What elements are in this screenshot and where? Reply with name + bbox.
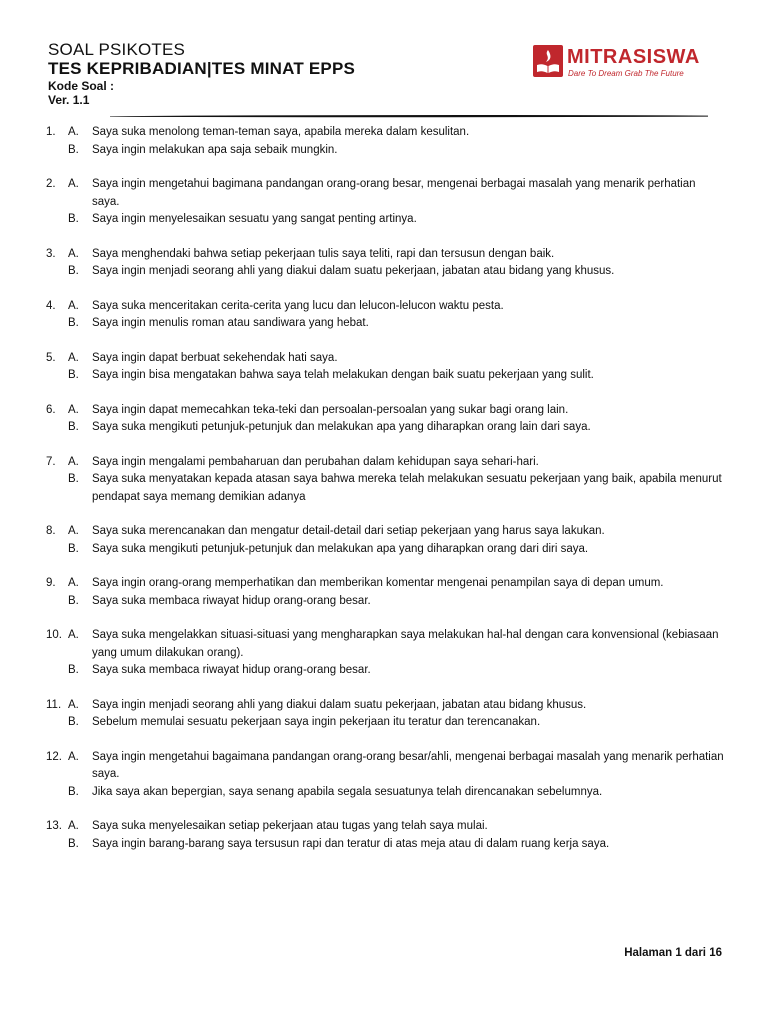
- document-title: TES KEPRIBADIAN|TES MINAT EPPS: [48, 59, 356, 78]
- question-item: [48, 627, 724, 680]
- option-letter: B.: [68, 716, 79, 728]
- option-letter: B.: [68, 369, 79, 381]
- question-item: [48, 350, 724, 385]
- option-text: Saya suka mengikuti petunjuk-petunjuk dan melakukan apa yang diharapkan orang dari diri saya.: [92, 542, 589, 555]
- option-text: Jika saya akan bepergian, saya senang apabila segala sesuatunya telah direncanakan sebelumnya.: [92, 785, 603, 798]
- code-label: Kode Soal :: [48, 79, 115, 93]
- answer-option: [48, 749, 724, 784]
- question-item: [48, 402, 724, 437]
- question-item: [48, 298, 724, 333]
- option-letter: A.: [68, 750, 79, 763]
- option-text: Saya suka merencanakan dan mengatur detail-detail dari setiap pekerjaan yang harus saya lakukan.: [92, 525, 605, 537]
- option-text: Saya ingin menyelesaikan sesuatu yang sangat penting artinya.: [92, 213, 417, 225]
- option-letter: B.: [68, 317, 79, 329]
- question-number: 11.: [46, 698, 62, 711]
- answer-option: [48, 818, 724, 836]
- answer-option: [48, 523, 724, 541]
- answer-option: [48, 176, 724, 211]
- option-text: Saya suka mengikuti petunjuk-petunjuk dan melakukan apa yang diharapkan orang lain dari saya.: [92, 421, 591, 433]
- answer-option: [48, 454, 724, 472]
- answer-option: [48, 836, 724, 854]
- answer-option: [48, 714, 724, 732]
- option-text: Saya ingin dapat memecahkan teka-teki dan persoalan-persoalan yang sukar bagi orang lain.: [92, 403, 569, 416]
- option-letter: B.: [68, 421, 79, 433]
- answer-option: [48, 697, 724, 715]
- version-label: Ver. 1.1: [48, 93, 90, 107]
- option-text: Saya ingin barang-barang saya tersusun rapi dan teratur di atas meja atau di dalam ruang kerja saya.: [92, 837, 610, 850]
- answer-option: [48, 124, 724, 142]
- option-letter: B.: [68, 664, 79, 676]
- answer-option: [48, 575, 724, 593]
- option-letter: A.: [68, 820, 79, 832]
- option-text: Sebelum memulai sesuatu pekerjaan saya ingin pekerjaan itu teratur dan terencanakan.: [92, 716, 541, 728]
- option-letter: B.: [68, 143, 79, 156]
- answer-option: [48, 402, 724, 420]
- option-letter: A.: [68, 247, 79, 260]
- option-text: Saya suka menyatakan kepada atasan saya bahwa mereka telah melakukan sesuatu pekerjaan yang baik, apabila menurut pendapat saya memang demikian adanya: [92, 473, 722, 503]
- option-text: Saya ingin menulis roman atau sandiwara yang hebat.: [92, 317, 369, 329]
- answer-option: [48, 471, 724, 506]
- question-number: 6.: [46, 403, 56, 416]
- option-letter: B.: [68, 473, 79, 485]
- question-number: 3.: [46, 247, 56, 260]
- option-letter: A.: [68, 299, 79, 312]
- mitrasiswa-logo: [533, 45, 723, 85]
- answer-option: [48, 298, 724, 316]
- answer-option: [48, 662, 724, 680]
- option-letter: A.: [68, 525, 79, 537]
- question-number: 10.: [46, 629, 62, 641]
- option-text: Saya ingin mengetahui bagimana pandangan orang-orang besar, mengenai berbagai masalah yang menarik perhatian saya.: [92, 178, 696, 208]
- answer-option: [48, 142, 724, 160]
- page-number: Halaman 1 dari 16: [624, 947, 722, 959]
- question-item: [48, 124, 724, 159]
- answer-option: [48, 350, 724, 368]
- answer-option: [48, 211, 724, 229]
- option-text: Saya suka mengelakkan situasi-situasi yang mengharapkan saya melakukan hal-hal dengan cara konvensional (kebiasaan yang umum dilakukan orang).: [92, 629, 719, 659]
- option-text: Saya suka membaca riwayat hidup orang-orang besar.: [92, 664, 371, 676]
- option-letter: B.: [68, 594, 79, 607]
- option-text: Saya ingin menjadi seorang ahli yang diakui dalam suatu pekerjaan, jabatan atau bidang khusus.: [92, 698, 587, 711]
- header-text: [48, 40, 355, 107]
- option-letter: A.: [68, 455, 79, 468]
- answer-option: [48, 627, 724, 662]
- question-number: 8.: [46, 525, 56, 537]
- option-letter: B.: [68, 265, 79, 277]
- option-letter: A.: [68, 577, 79, 589]
- option-text: Saya ingin menjadi seorang ahli yang diakui dalam suatu pekerjaan, jabatan atau bidang yang khusus.: [92, 265, 615, 277]
- question-number: 1.: [46, 126, 56, 138]
- answer-option: [48, 593, 724, 611]
- answer-option: [48, 263, 724, 281]
- option-text: Saya menghendaki bahwa setiap pekerjaan tulis saya teliti, rapi dan tersusun dengan baik.: [92, 247, 555, 260]
- logo-tagline: Dare To Dream Grab The Future: [568, 69, 684, 78]
- answer-option: [48, 784, 724, 802]
- option-text: Saya suka menyelesaikan setiap pekerjaan atau tugas yang telah saya mulai.: [92, 820, 488, 832]
- option-letter: B.: [68, 542, 79, 555]
- option-text: Saya ingin mengetahui bagaimana pandangan orang-orang besar/ahli, mengenai berbagai masalah yang menarik perhatian saya.: [92, 750, 724, 780]
- question-item: [48, 818, 724, 853]
- question-number: 13.: [46, 820, 62, 832]
- option-text: Saya ingin bisa mengatakan bahwa saya telah melakukan dengan baik suatu pekerjaan yang sulit.: [92, 369, 594, 381]
- question-list: [48, 124, 724, 870]
- option-letter: B.: [68, 785, 79, 798]
- option-letter: B.: [68, 837, 79, 850]
- option-text: Saya suka membaca riwayat hidup orang-orang besar.: [92, 594, 371, 607]
- answer-option: [48, 541, 724, 559]
- question-item: [48, 523, 724, 558]
- answer-option: [48, 315, 724, 333]
- option-letter: A.: [68, 178, 79, 190]
- question-number: 5.: [46, 351, 56, 364]
- question-number: 12.: [46, 750, 62, 763]
- option-letter: A.: [68, 126, 79, 138]
- question-item: [48, 246, 724, 281]
- option-text: Saya suka menolong teman-teman saya, apabila mereka dalam kesulitan.: [92, 126, 470, 138]
- option-text: Saya ingin dapat berbuat sekehendak hati saya.: [92, 351, 338, 364]
- answer-option: [48, 419, 724, 437]
- option-letter: A.: [68, 351, 79, 364]
- question-number: 4.: [46, 299, 56, 312]
- option-text: Saya suka menceritakan cerita-cerita yang lucu dan lelucon-lelucon waktu pesta.: [92, 299, 504, 312]
- option-letter: B.: [68, 213, 79, 225]
- question-number: 9.: [46, 577, 56, 589]
- document-category: SOAL PSIKOTES: [48, 40, 186, 59]
- question-item: [48, 454, 724, 507]
- option-text: Saya ingin melakukan apa saja sebaik mungkin.: [92, 143, 338, 156]
- option-letter: A.: [68, 403, 79, 416]
- question-number: 2.: [46, 178, 56, 190]
- option-letter: A.: [68, 698, 79, 711]
- header-divider: [110, 114, 708, 118]
- document-header: [48, 40, 728, 120]
- option-letter: A.: [68, 629, 79, 641]
- question-item: [48, 176, 724, 229]
- logo-name: MITRASISWA: [567, 46, 700, 68]
- question-number: 7.: [46, 455, 56, 468]
- answer-option: [48, 367, 724, 385]
- question-item: [48, 697, 724, 732]
- book-flame-logo-icon: [533, 45, 563, 77]
- answer-option: [48, 246, 724, 264]
- option-text: Saya ingin mengalami pembaharuan dan perubahan dalam kehidupan saya sehari-hari.: [92, 455, 539, 468]
- option-text: Saya ingin orang-orang memperhatikan dan memberikan komentar mengenai penampilan saya di depan umum.: [92, 577, 664, 589]
- question-item: [48, 575, 724, 610]
- question-item: [48, 749, 724, 802]
